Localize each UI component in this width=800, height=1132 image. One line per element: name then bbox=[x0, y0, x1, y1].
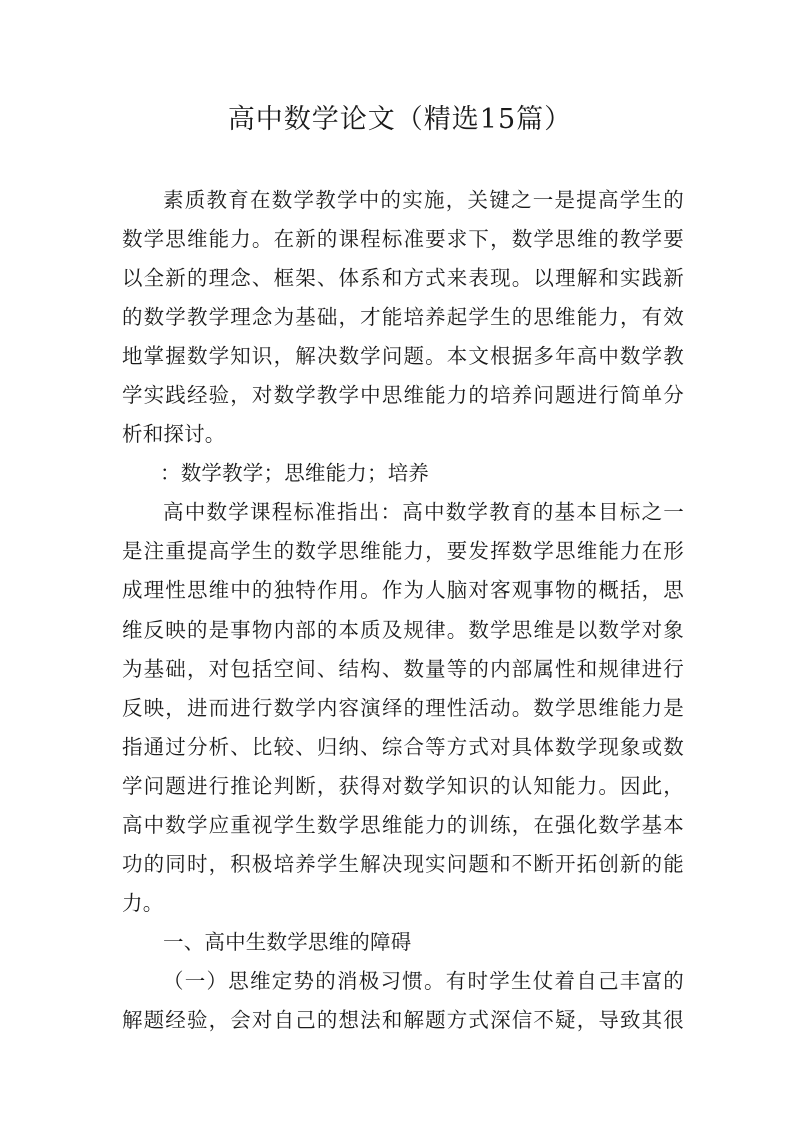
paragraph-line: 力。 bbox=[122, 890, 164, 915]
paragraph-line: 学问题进行推论判断，获得对数学知识的认知能力。因此， bbox=[122, 773, 684, 798]
paragraph-line: 功的同时，积极培养学生解决现实问题和不断开拓创新的能 bbox=[122, 851, 684, 876]
paragraph-line: 指通过分析、比较、归纳、综合等方式对具体数学现象或数 bbox=[122, 734, 684, 759]
paragraph-line: 数学思维能力。在新的课程标准要求下，数学思维的教学要 bbox=[122, 227, 684, 252]
paragraph-line: 成理性思维中的独特作用。作为人脑对客观事物的概括，思 bbox=[122, 578, 684, 603]
paragraph-line: 为基础，对包括空间、结构、数量等的内部属性和规律进行 bbox=[122, 656, 684, 681]
paragraph-line: 高中数学应重视学生数学思维能力的训练，在强化数学基本 bbox=[122, 812, 684, 837]
document-title: 高中数学论文（精选15篇） bbox=[227, 104, 573, 135]
paragraph-line: 的数学教学理念为基础，才能培养起学生的思维能力，有效 bbox=[122, 305, 684, 330]
paragraph-line: 素质教育在数学教学中的实施，关键之一是提高学生的 bbox=[163, 188, 684, 212]
paragraph-line: 反映，进而进行数学内容演绎的理性活动。数学思维能力是 bbox=[122, 695, 684, 720]
subsection-line: （一）思维定势的消极习惯。有时学生仗着自己丰富的 bbox=[163, 968, 684, 993]
paragraph-line: 是注重提高学生的数学思维能力，要发挥数学思维能力在形 bbox=[122, 539, 684, 564]
paragraph-line: 高中数学课程标准指出：高中数学教育的基本目标之一 bbox=[163, 500, 684, 525]
keywords-line: ：数学教学；思维能力；培养 bbox=[160, 461, 430, 486]
paragraph-line: 解题经验，会对自己的想法和解题方式深信不疑，导致其很 bbox=[122, 1007, 684, 1032]
document-body bbox=[122, 181, 684, 1040]
paragraph-line: 学实践经验，对数学教学中思维能力的培养问题进行简单分 bbox=[122, 383, 684, 408]
section-heading: 一、高中生数学思维的障碍 bbox=[163, 929, 412, 954]
paragraph-line: 维反映的是事物内部的本质及规律。数学思维是以数学对象 bbox=[122, 617, 684, 642]
paragraph-line: 析和探讨。 bbox=[122, 422, 226, 447]
paragraph-line: 地掌握数学知识，解决数学问题。本文根据多年高中数学教 bbox=[122, 344, 684, 369]
paragraph-line: 以全新的理念、框架、体系和方式来表现。以理解和实践新 bbox=[122, 266, 684, 291]
